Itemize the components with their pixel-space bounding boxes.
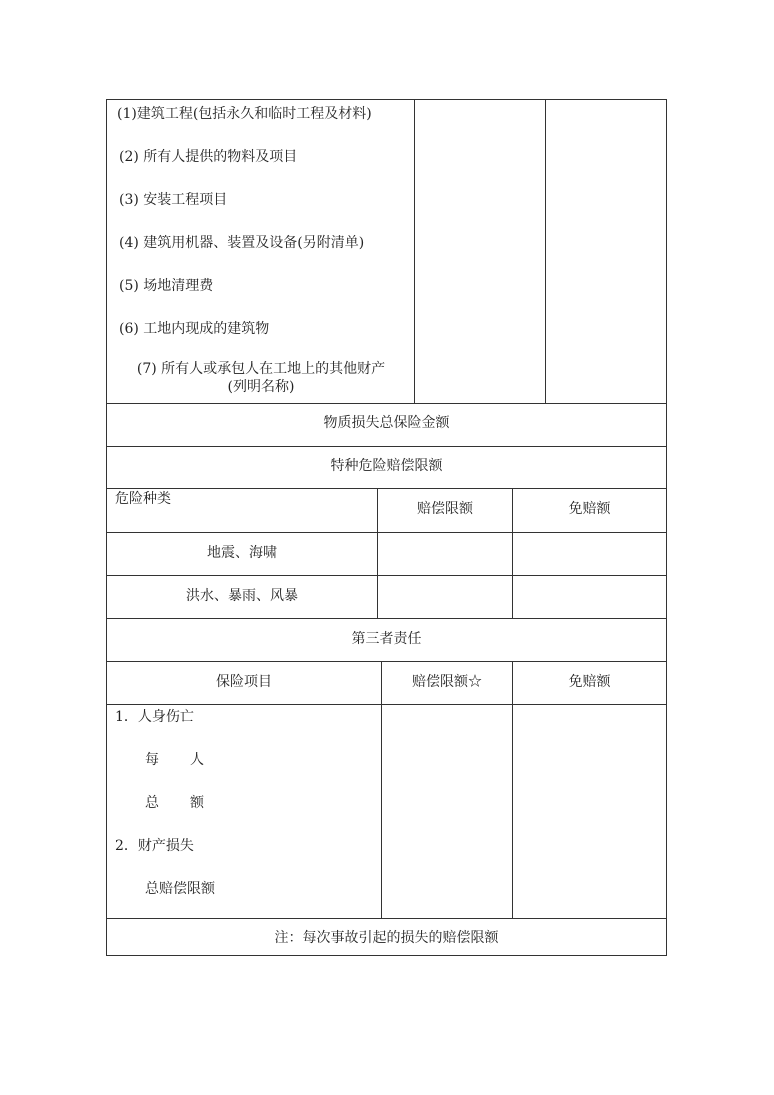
property-item-3: (3) 安装工程项目	[119, 192, 228, 208]
divider	[545, 100, 546, 403]
col-peril-deductible: 免赔额	[568, 501, 611, 517]
row-divider	[107, 661, 666, 662]
tp-total-limit: 总赔偿限额	[145, 881, 215, 897]
col-peril-limit: 赔偿限额	[417, 501, 473, 517]
note: 注：每次事故引起的损失的赔偿限额	[274, 930, 499, 946]
row-divider	[107, 618, 666, 619]
col-tp-deductible: 免赔额	[568, 674, 611, 690]
row-divider	[107, 488, 666, 489]
row-divider	[107, 575, 666, 576]
property-item-1: (1)建筑工程(包括永久和临时工程及材料)	[117, 106, 372, 122]
tp-bodily-injury: 1．人身伤亡	[115, 709, 194, 725]
divider	[512, 661, 513, 918]
property-item-7-line1: (7) 所有人或承包人在工地上的其他财产	[136, 361, 386, 377]
row-divider	[107, 403, 666, 404]
divider	[381, 661, 382, 918]
special-perils-title: 特种危险赔偿限额	[330, 458, 443, 474]
col-tp-limit: 赔偿限额☆	[412, 674, 482, 690]
col-peril-type: 危险种类	[115, 491, 171, 507]
peril-row-flood: 洪水、暴雨、风暴	[186, 588, 298, 604]
divider	[414, 100, 415, 403]
col-tp-item: 保险项目	[216, 674, 272, 690]
tp-property-damage: 2．财产损失	[115, 838, 194, 854]
property-item-4: (4) 建筑用机器、装置及设备(另附清单)	[119, 235, 365, 251]
peril-row-earthquake: 地震、海啸	[207, 545, 277, 561]
tp-total-a: 总	[145, 795, 159, 811]
total-property-label: 物质损失总保险金额	[323, 415, 450, 431]
row-divider	[107, 446, 666, 447]
tp-per-person-b: 人	[190, 752, 204, 768]
tp-per-person-a: 每	[145, 752, 159, 768]
row-divider	[107, 704, 666, 705]
property-item-7-line2: (列明名称)	[227, 379, 295, 395]
property-item-7	[107, 360, 415, 396]
row-divider	[107, 532, 666, 533]
tp-total-b: 额	[190, 795, 204, 811]
property-item-2: (2) 所有人提供的物料及项目	[119, 149, 298, 165]
property-item-5: (5) 场地清理费	[119, 278, 214, 294]
row-divider	[107, 918, 666, 919]
third-party-title: 第三者责任	[351, 631, 422, 647]
property-item-6: (6) 工地内现成的建筑物	[119, 321, 270, 337]
insurance-schedule-table	[106, 99, 667, 956]
